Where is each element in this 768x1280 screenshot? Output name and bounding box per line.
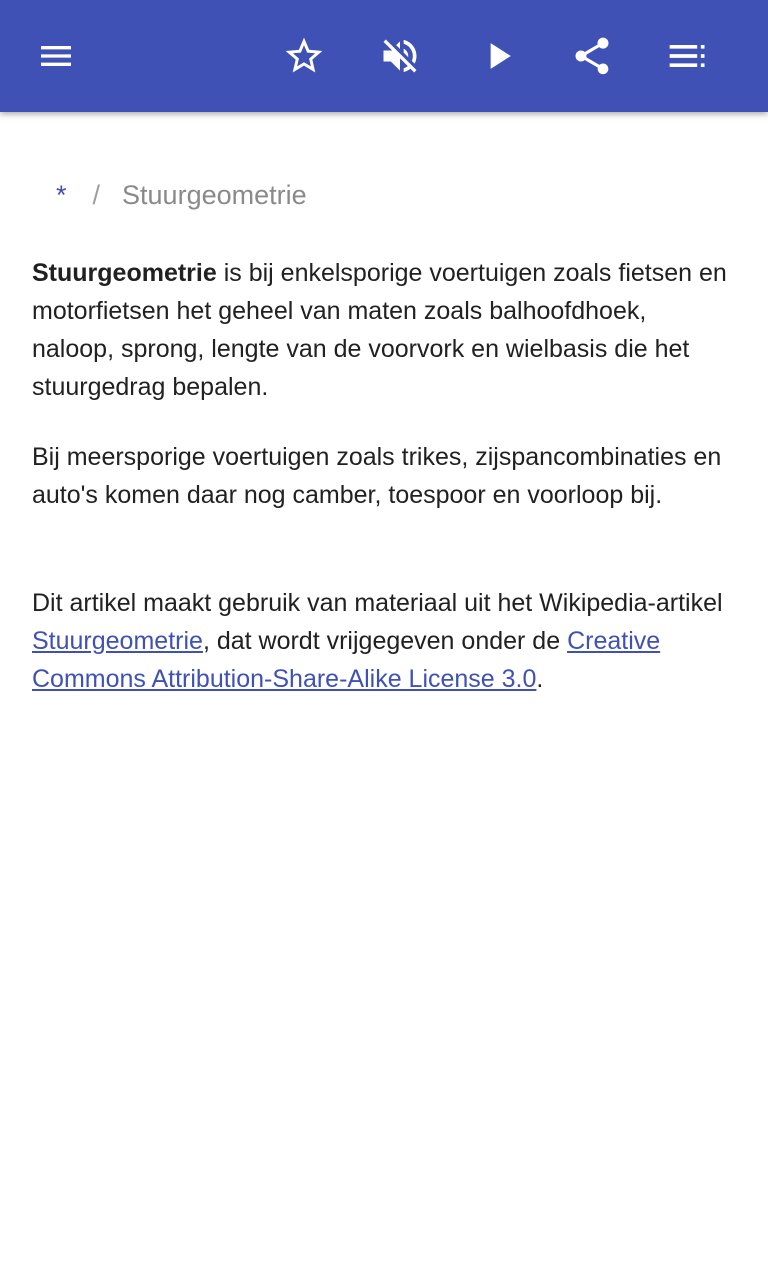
share-icon	[570, 34, 614, 78]
attribution-paragraph	[32, 584, 732, 698]
breadcrumb	[56, 180, 307, 220]
contents-button[interactable]	[656, 24, 720, 88]
breadcrumb-home-link[interactable]: *	[56, 180, 67, 210]
article-paragraph-1-text: is bij enkelsporige voertuigen zoals fietsen en motorfietsen het geheel van maten zoals balhoofdhoek, naloop, sprong, lengte van de voorvork en wielbasis die het stuurgedrag bepalen.	[32, 259, 727, 401]
menu-icon	[36, 36, 76, 76]
menu-button[interactable]	[24, 24, 88, 88]
article-term: Stuurgeometrie	[32, 259, 217, 287]
attribution-text-1: Dit artikel maakt gebruik van materiaal uit het Wikipedia-artikel	[32, 589, 723, 617]
breadcrumb-separator: /	[92, 180, 101, 210]
volume-off-icon	[378, 34, 422, 78]
app-toolbar	[0, 0, 768, 112]
share-button[interactable]	[560, 24, 624, 88]
article-paragraph-1	[32, 254, 732, 406]
article-paragraph-2: Bij meersporige voertuigen zoals trikes, zijspancombinaties en auto's komen daar nog camber, toespoor en voorloop bij.	[32, 443, 722, 509]
play-button[interactable]	[466, 24, 530, 88]
playlist-icon	[666, 34, 710, 78]
license-link[interactable]: Creative Commons Attribution-Share-Alike License 3.0	[32, 627, 661, 693]
breadcrumb-current: Stuurgeometrie	[122, 180, 307, 210]
article-content	[32, 254, 732, 730]
sound-toggle-button[interactable]	[368, 24, 432, 88]
star-outline-icon	[282, 34, 326, 78]
attribution-text-2: , dat wordt vrijgegeven onder de	[202, 627, 568, 655]
attribution-text-3: .	[536, 665, 544, 693]
play-icon	[476, 34, 520, 78]
favorite-button[interactable]	[272, 24, 336, 88]
wikipedia-article-link[interactable]: Stuurgeometrie	[32, 627, 203, 655]
